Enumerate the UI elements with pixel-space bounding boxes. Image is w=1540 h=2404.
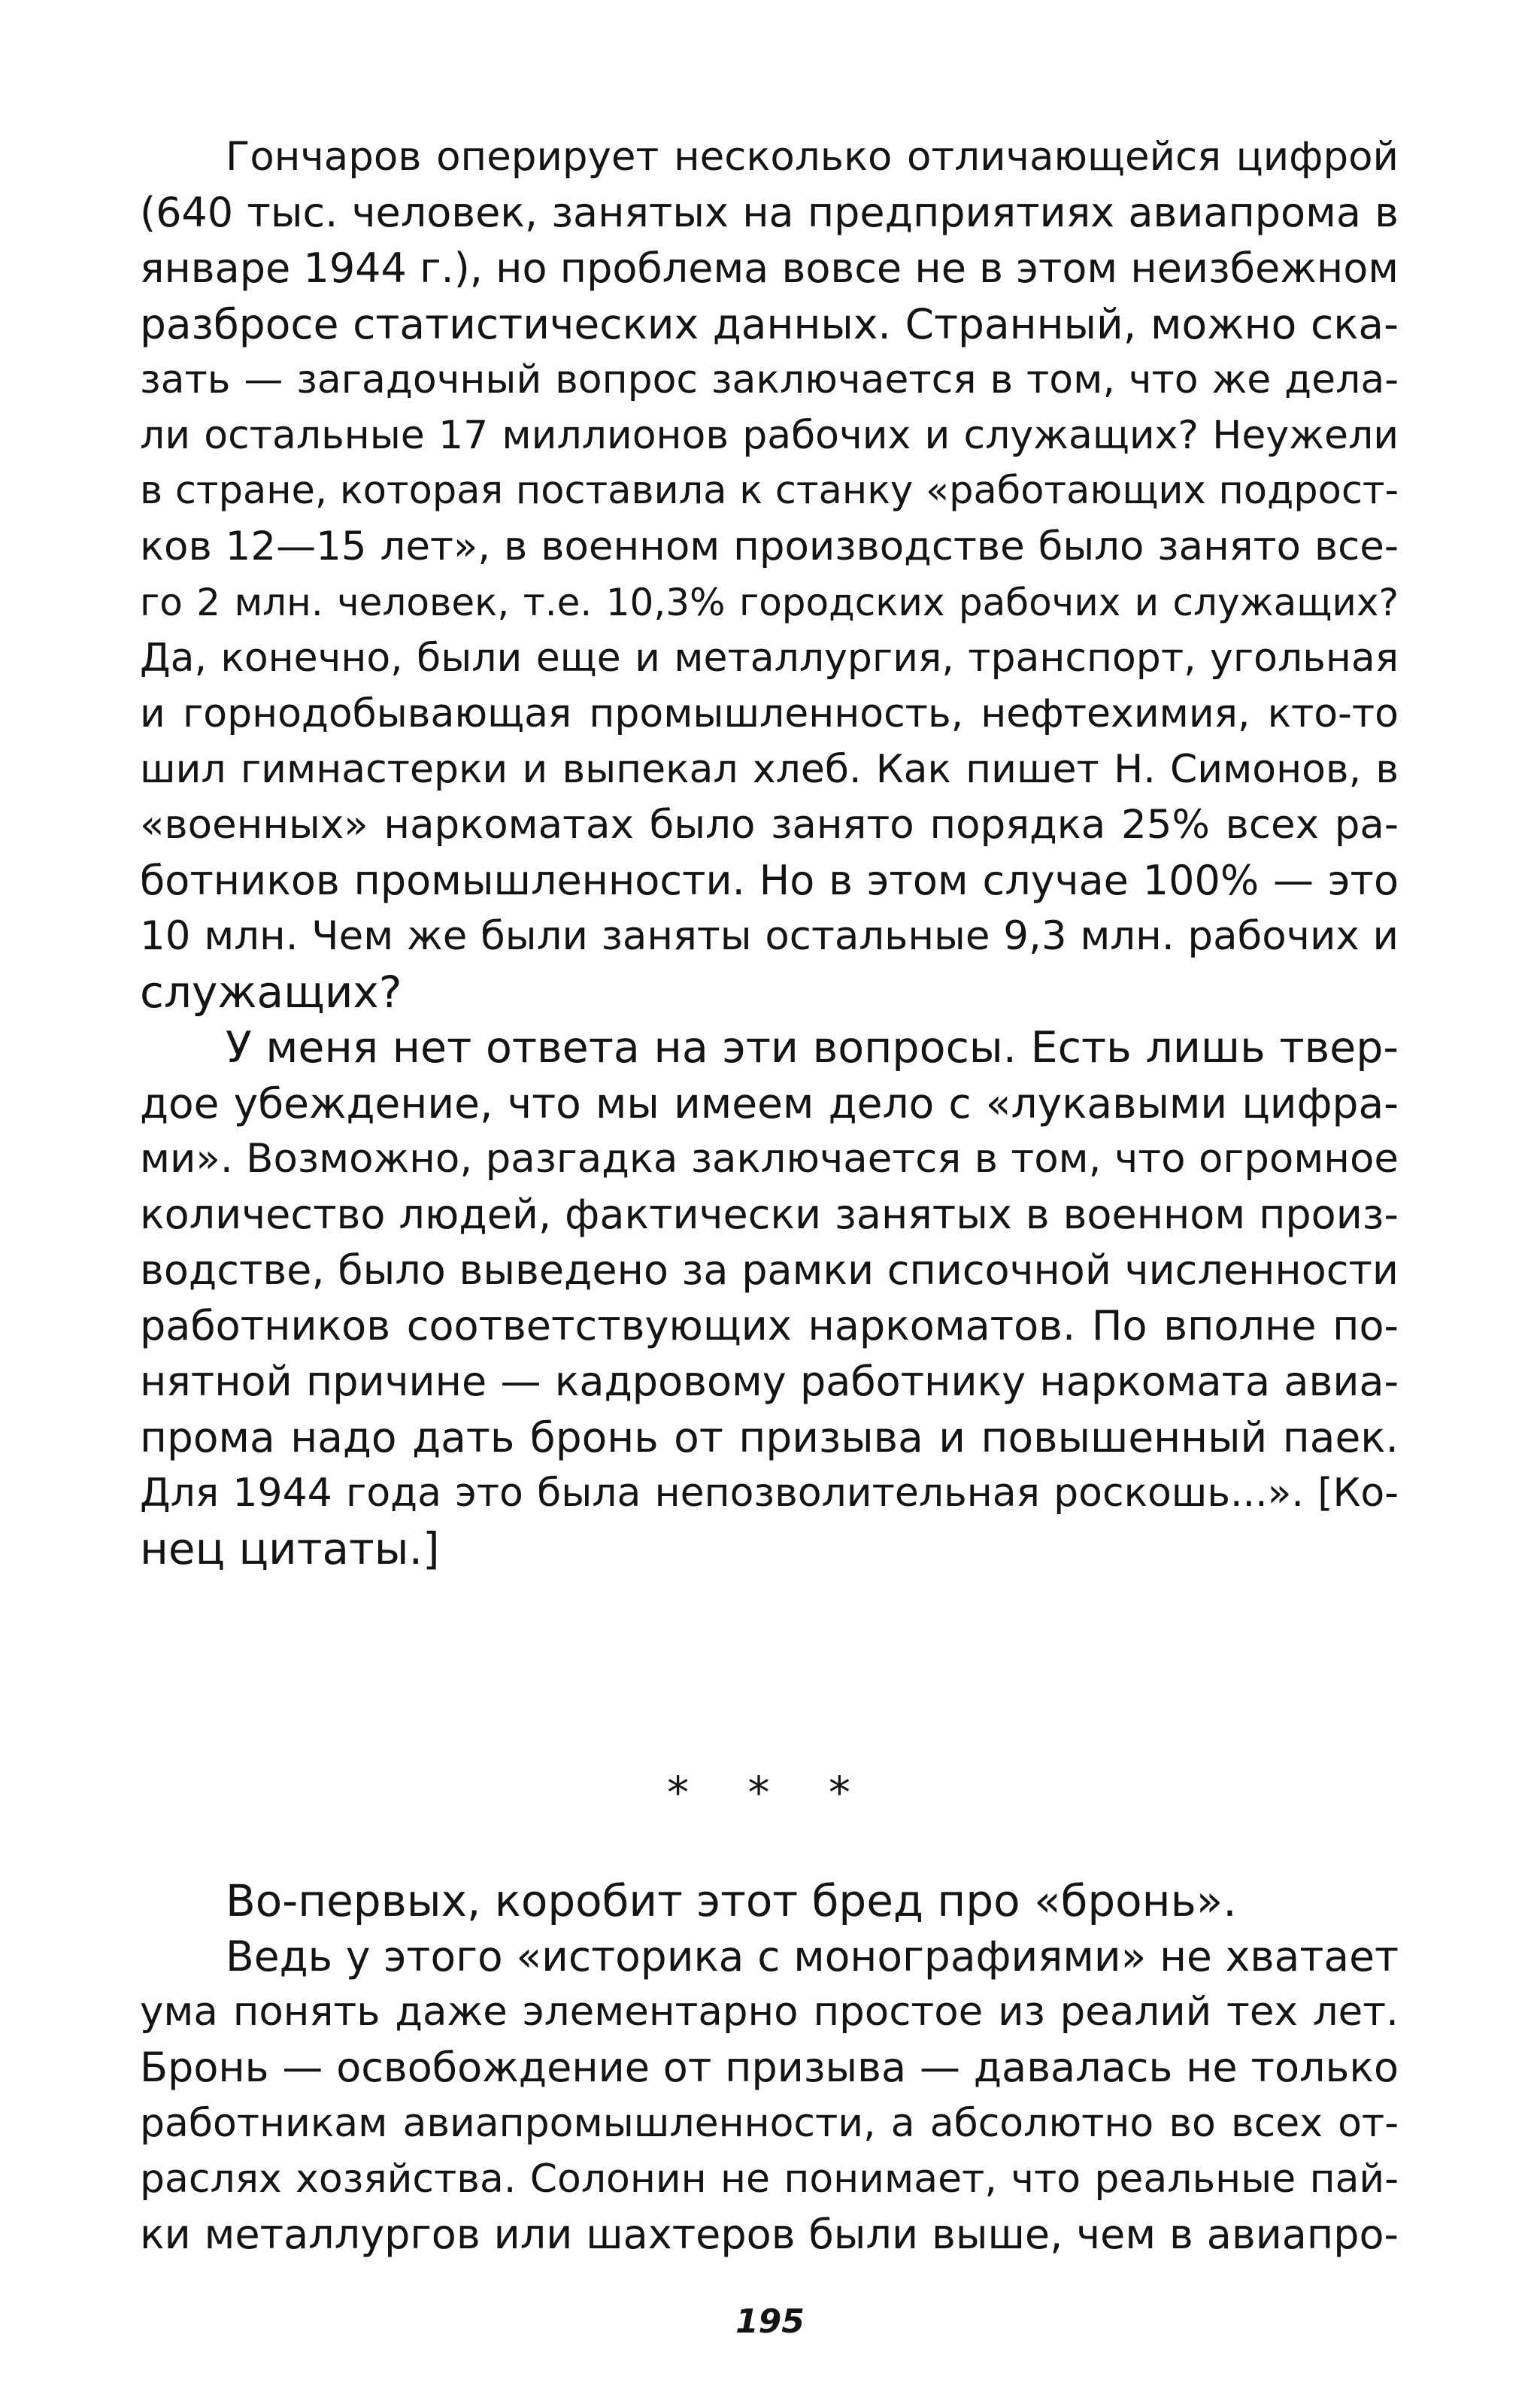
text-line: зать — загадочный вопрос заключается в том, что же дела- bbox=[140, 357, 1399, 402]
page-number: 195 bbox=[735, 2302, 805, 2341]
text-line: 10 млн. Чем же были заняты остальные 9,3 млн. рабочих и bbox=[140, 913, 1399, 959]
text-line: ки металлургов или шахтеров были выше, чем в авиапро- bbox=[140, 2211, 1399, 2258]
text-line: Бронь — освобождение от призыва — давалась не только bbox=[140, 2044, 1399, 2091]
text-line: ума понять даже элементарно простое из реалий тех лет. bbox=[140, 1989, 1399, 2035]
text-line: (640 тыс. человек, занятых на предприятиях авиапрома в bbox=[140, 189, 1399, 236]
text-line: Да, конечно, были еще и металлургия, транспорт, угольная bbox=[140, 636, 1399, 681]
text-line: нятной причине — кадровому работнику наркомата авиа- bbox=[140, 1358, 1399, 1405]
text-line: го 2 млн. человек, т.е. 10,3% городских рабочих и служащих? bbox=[140, 581, 1399, 624]
section-separator: * * * bbox=[667, 1767, 873, 1818]
text-line: Во-первых, коробит этот бред про «бронь». bbox=[226, 1875, 1237, 1926]
text-line: ботников промышленности. Но в этом случае 100% — это bbox=[140, 857, 1399, 904]
text-line: работников соответствующих наркоматов. По вполне по- bbox=[140, 1302, 1399, 1349]
text-line: ми». Возможно, разгадка заключается в том, что огромное bbox=[140, 1136, 1399, 1182]
text-line: шил гимнастерки и выпекал хлеб. Как пишет Н. Симонов, в bbox=[140, 747, 1399, 792]
text-line: прома надо дать бронь от призыва и повышенный паек. bbox=[140, 1413, 1399, 1462]
text-line: Гончаров оперирует несколько отличающейся цифрой bbox=[226, 134, 1399, 180]
text-line: водстве, было выведено за рамки списочной численности bbox=[140, 1246, 1399, 1294]
text-line: количество людей, фактически занятых в военном произ- bbox=[140, 1191, 1399, 1238]
text-line: ли остальные 17 миллионов рабочих и служащих? Неужели bbox=[140, 413, 1399, 458]
text-line: служащих? bbox=[140, 967, 402, 1018]
text-line: ков 12—15 лет», в военном производстве было занято все- bbox=[140, 524, 1399, 569]
text-line: раслях хозяйства. Солонин не понимает, что реальные пай- bbox=[140, 2157, 1399, 2202]
text-line: дое убеждение, что мы имеем дело с «лукавыми цифра- bbox=[140, 1079, 1399, 1128]
text-line: и горнодобывающая промышленность, нефтехимия, кто-то bbox=[140, 691, 1399, 736]
text-line: У меня нет ответа на эти вопросы. Есть лишь твер- bbox=[226, 1023, 1399, 1073]
text-line: Для 1944 года это была непозволительная роскошь...». [Ко- bbox=[140, 1471, 1399, 1516]
text-line: Ведь у этого «историка с монографиями» не хватает bbox=[226, 1932, 1399, 1981]
text-line: разбросе статистических данных. Странный, можно ска- bbox=[140, 300, 1399, 348]
text-line: в стране, которая поставила к станку «работающих подрост- bbox=[140, 469, 1399, 513]
text-line: нец цитаты.] bbox=[140, 1523, 440, 1574]
text-line: январе 1944 г.), но проблема вовсе не в этом неизбежном bbox=[140, 244, 1399, 292]
text-line: работникам авиапромышленности, а абсолютно во всех от- bbox=[140, 2101, 1399, 2146]
text-line: «военных» наркоматах было занято порядка 25% всех ра- bbox=[140, 802, 1399, 848]
